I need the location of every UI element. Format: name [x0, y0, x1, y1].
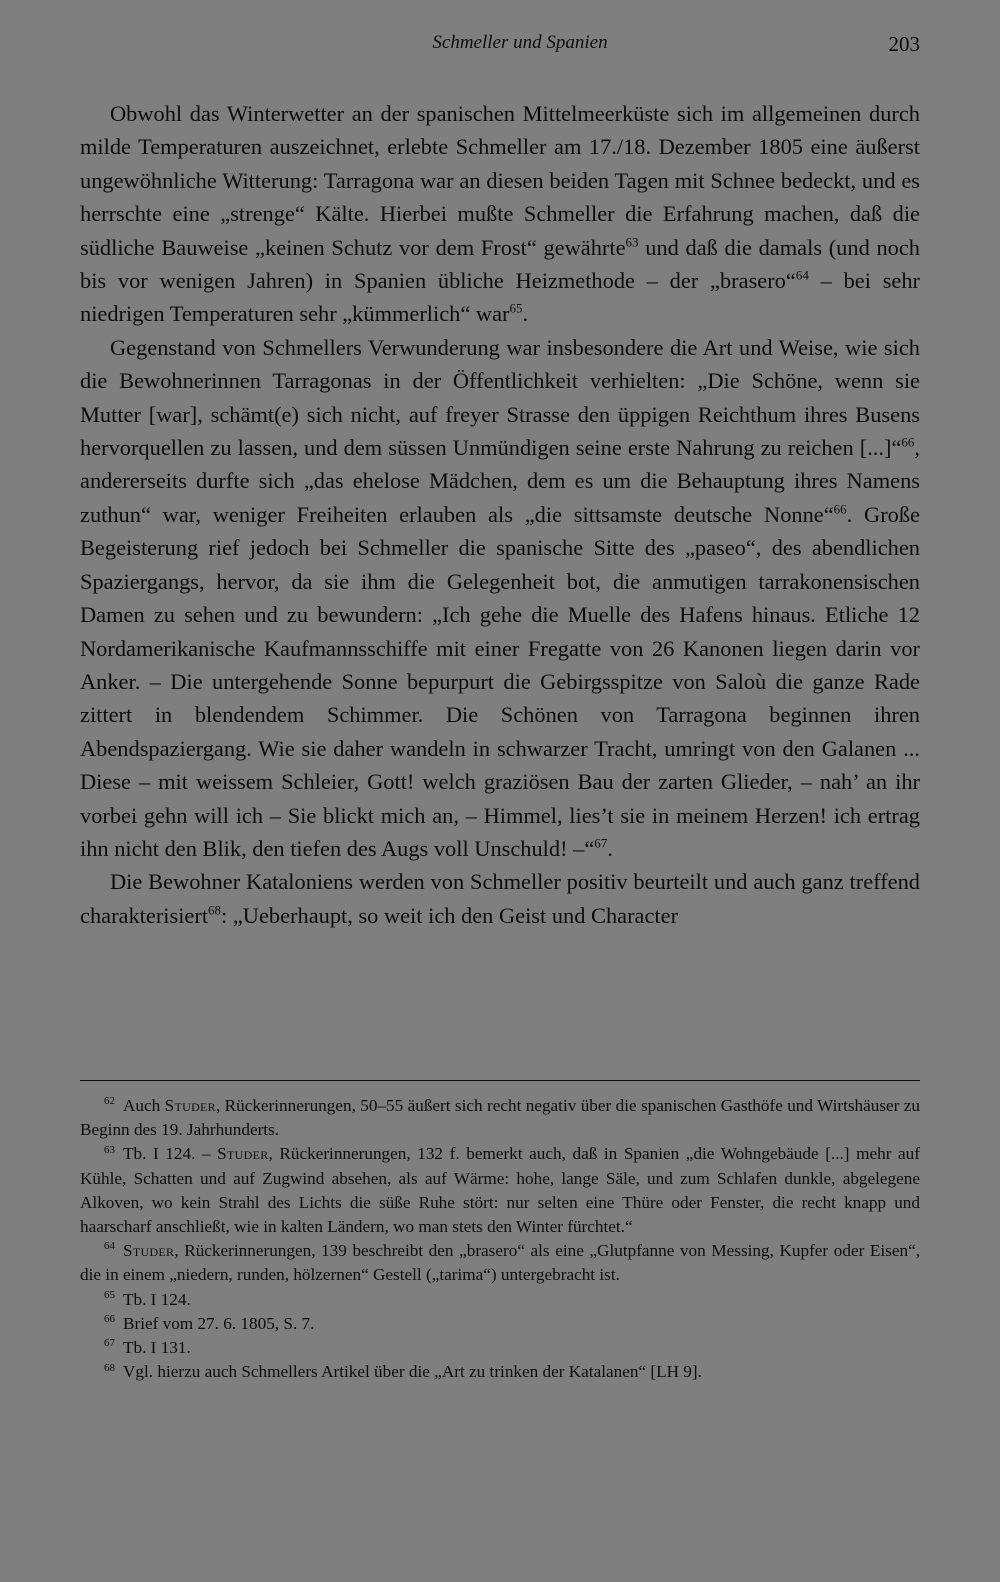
footnote-ref-64: 64 — [795, 267, 809, 283]
footnote-rule — [80, 1080, 920, 1081]
footnote — [80, 1288, 920, 1312]
footnote-text: , Rückerinnerungen, 50–55 äußert sich recht negativ über die spanischen Gasthöfe und Wirtshäuser zu Beginn des 19. Jahrhunderts. — [80, 1096, 920, 1140]
paragraph-3 — [80, 865, 920, 932]
paragraph-2-text-1: Gegenstand von Schmellers Verwunderung war insbesondere die Art und Weise, wie sich die Bewohnerinnen Tarragonas in der Öffentlichkeit verhielten: „Die Schöne, wenn sie Mutter [war], schämt(e) sich nicht, auf freyer Strasse den üppigen Reichthum ihres Busens hervorquellen zu lassen, und dem süssen Unmündigen seine erste Nahrung zu reichen [...]“ — [80, 334, 920, 461]
paragraph-2-text-2: , andererseits durfte sich „das ehelose Mädchen, dem es um die Behauptung ihres Namens zuthun“ war, weniger Freiheiten erlauben als „die sittsamste deutsche Nonne“ — [80, 435, 920, 527]
footnote-text: , Rückerinnerungen, 132 f. bemerkt auch, daß in Spanien „die Wohngebäude [...] mehr auf Kühle, Schatten und auf Zugwind absehen, als auf Wärme: hohe, lange Säle, und zum Schlafen dunkle, abgelegene Alkoven, wo kein Strahl des Lichts die süße Ruhe stört: nur selten eine Thüre oder Fenster, die recht knapp und haarscharf anschließt, wie in kalten Ländern, wo man stets den Winter fürchtet.“ — [80, 1144, 920, 1237]
footnote-text: Brief vom 27. 6. 1805, S. 7. — [123, 1313, 315, 1333]
paragraph-2 — [80, 331, 920, 866]
page-number: 203 — [888, 32, 920, 56]
paragraph-1-text-1: Obwohl das Winterwetter an der spanischen Mittelmeerküste sich im allgemeinen durch milde Temperaturen auszeichnet, erlebte Schmeller am 17./18. Dezember 1805 eine äußerst ungewöhnliche Witterung: Tarragona war an diesen beiden Tagen mit Schnee bedeckt, und es herrschte eine „strenge“ Kälte. Hierbei mußte Schmeller die Erfahrung machen, daß die südliche Bauweise „keinen Schutz vor dem Frost“ gewährte — [80, 101, 920, 260]
footnote-ref-67: 67 — [594, 835, 608, 851]
footnote-ref-66b: 66 — [833, 501, 847, 517]
paragraph-1-text-4: . — [522, 301, 529, 327]
running-head — [80, 32, 920, 62]
paragraph-1-text-2: und daß die damals (und noch bis vor wenigen Jahren) in Spanien übliche Heizmethode – der „brasero“ — [80, 234, 920, 294]
footnote-author: Studer — [123, 1241, 175, 1261]
footnote-text: Tb. I 131. — [123, 1338, 191, 1358]
footnote-author: Studer — [217, 1144, 269, 1164]
footnote-mark: 63 — [104, 1143, 115, 1156]
footnote — [80, 1312, 920, 1336]
footnote-text: Tb. I 124. — [123, 1289, 191, 1309]
running-title: Schmeller und Spanien — [432, 32, 608, 53]
footnote-ref-63: 63 — [625, 234, 639, 250]
footnote-author: Studer — [164, 1096, 216, 1115]
footnote-ref-68: 68 — [208, 902, 222, 918]
footnote-mark: 66 — [104, 1313, 115, 1326]
paragraph-1-text-3: – bei sehr niedrigen Temperaturen sehr „kümmerlich“ war — [80, 268, 920, 327]
footnote — [80, 1360, 920, 1384]
paragraph-2-text-4: . — [607, 835, 613, 861]
footnotes — [80, 1094, 920, 1384]
footnote — [80, 1239, 920, 1287]
footnote-text-pre: Auch — [123, 1096, 165, 1115]
paragraph-1 — [80, 97, 920, 331]
footnote — [80, 1336, 920, 1360]
footnote-mark: 62 — [104, 1095, 115, 1108]
footnote-text: , Rückerinnerungen, 139 beschreibt den „brasero“ als eine „Glutpfanne von Messing, Kupfer oder Eisen“, die in einem „niedern, runden, hölzernen“ Gestell („tarima“) untergebracht ist. — [80, 1241, 920, 1285]
footnote-mark: 68 — [104, 1361, 115, 1374]
footnote-mark: 64 — [104, 1240, 115, 1253]
footnote — [80, 1142, 920, 1239]
footnote-mark: 65 — [104, 1288, 115, 1301]
footnote-ref-65: 65 — [509, 300, 523, 316]
footnote-mark: 67 — [104, 1337, 115, 1350]
paragraph-3-text-2: : „Ueberhaupt, so weit ich den Geist und Character — [221, 902, 679, 928]
paragraph-3-text-1: Die Bewohner Kataloniens werden von Schmeller positiv beurteilt und auch ganz treffend charakterisiert — [80, 869, 920, 928]
body-text — [80, 97, 920, 932]
footnote — [80, 1094, 920, 1142]
footnote-text-pre: Tb. I 124. – — [123, 1144, 218, 1164]
footnote-text: Vgl. hierzu auch Schmellers Artikel über die „Art zu trinken der Katalanen“ [LH 9]. — [123, 1362, 702, 1382]
paragraph-2-text-3: . Große Begeisterung rief jedoch bei Schmeller die spanische Sitte des „paseo“, des abendlichen Spaziergangs, hervor, da sie ihm die Gelegenheit bot, die anmutigen tarrakonensischen Damen zu sehen und zu bewundern: „Ich gehe die Muelle des Hafens hinaus. Etliche 12 Nordamerikanische Kaufmannsschiffe mit einer Fregatte von 26 Kanonen liegen darin vor Anker. – Die untergehende Sonne bepurpurt die Gebirgsspitze von Saloù die ganze Rade zittert in blendendem Schimmer. Die Schönen von Tarragona beginnen ihren Abendspaziergang. Wie sie daher wandeln in schwarzer Tracht, umringt von den Galanen ... Diese – mit weissem Schleier, Gott! welch graziösen Bau der zarten Glieder, – nah’ an ihr vorbei gehn will ich – Sie blickt mich an, – Himmel, lies’t sie in meinem Herzen! ich ertrag ihn nicht den Blik, den tiefen des Augs voll Unschuld! –“ — [80, 501, 920, 861]
footnote-ref-66a: 66 — [901, 434, 915, 450]
